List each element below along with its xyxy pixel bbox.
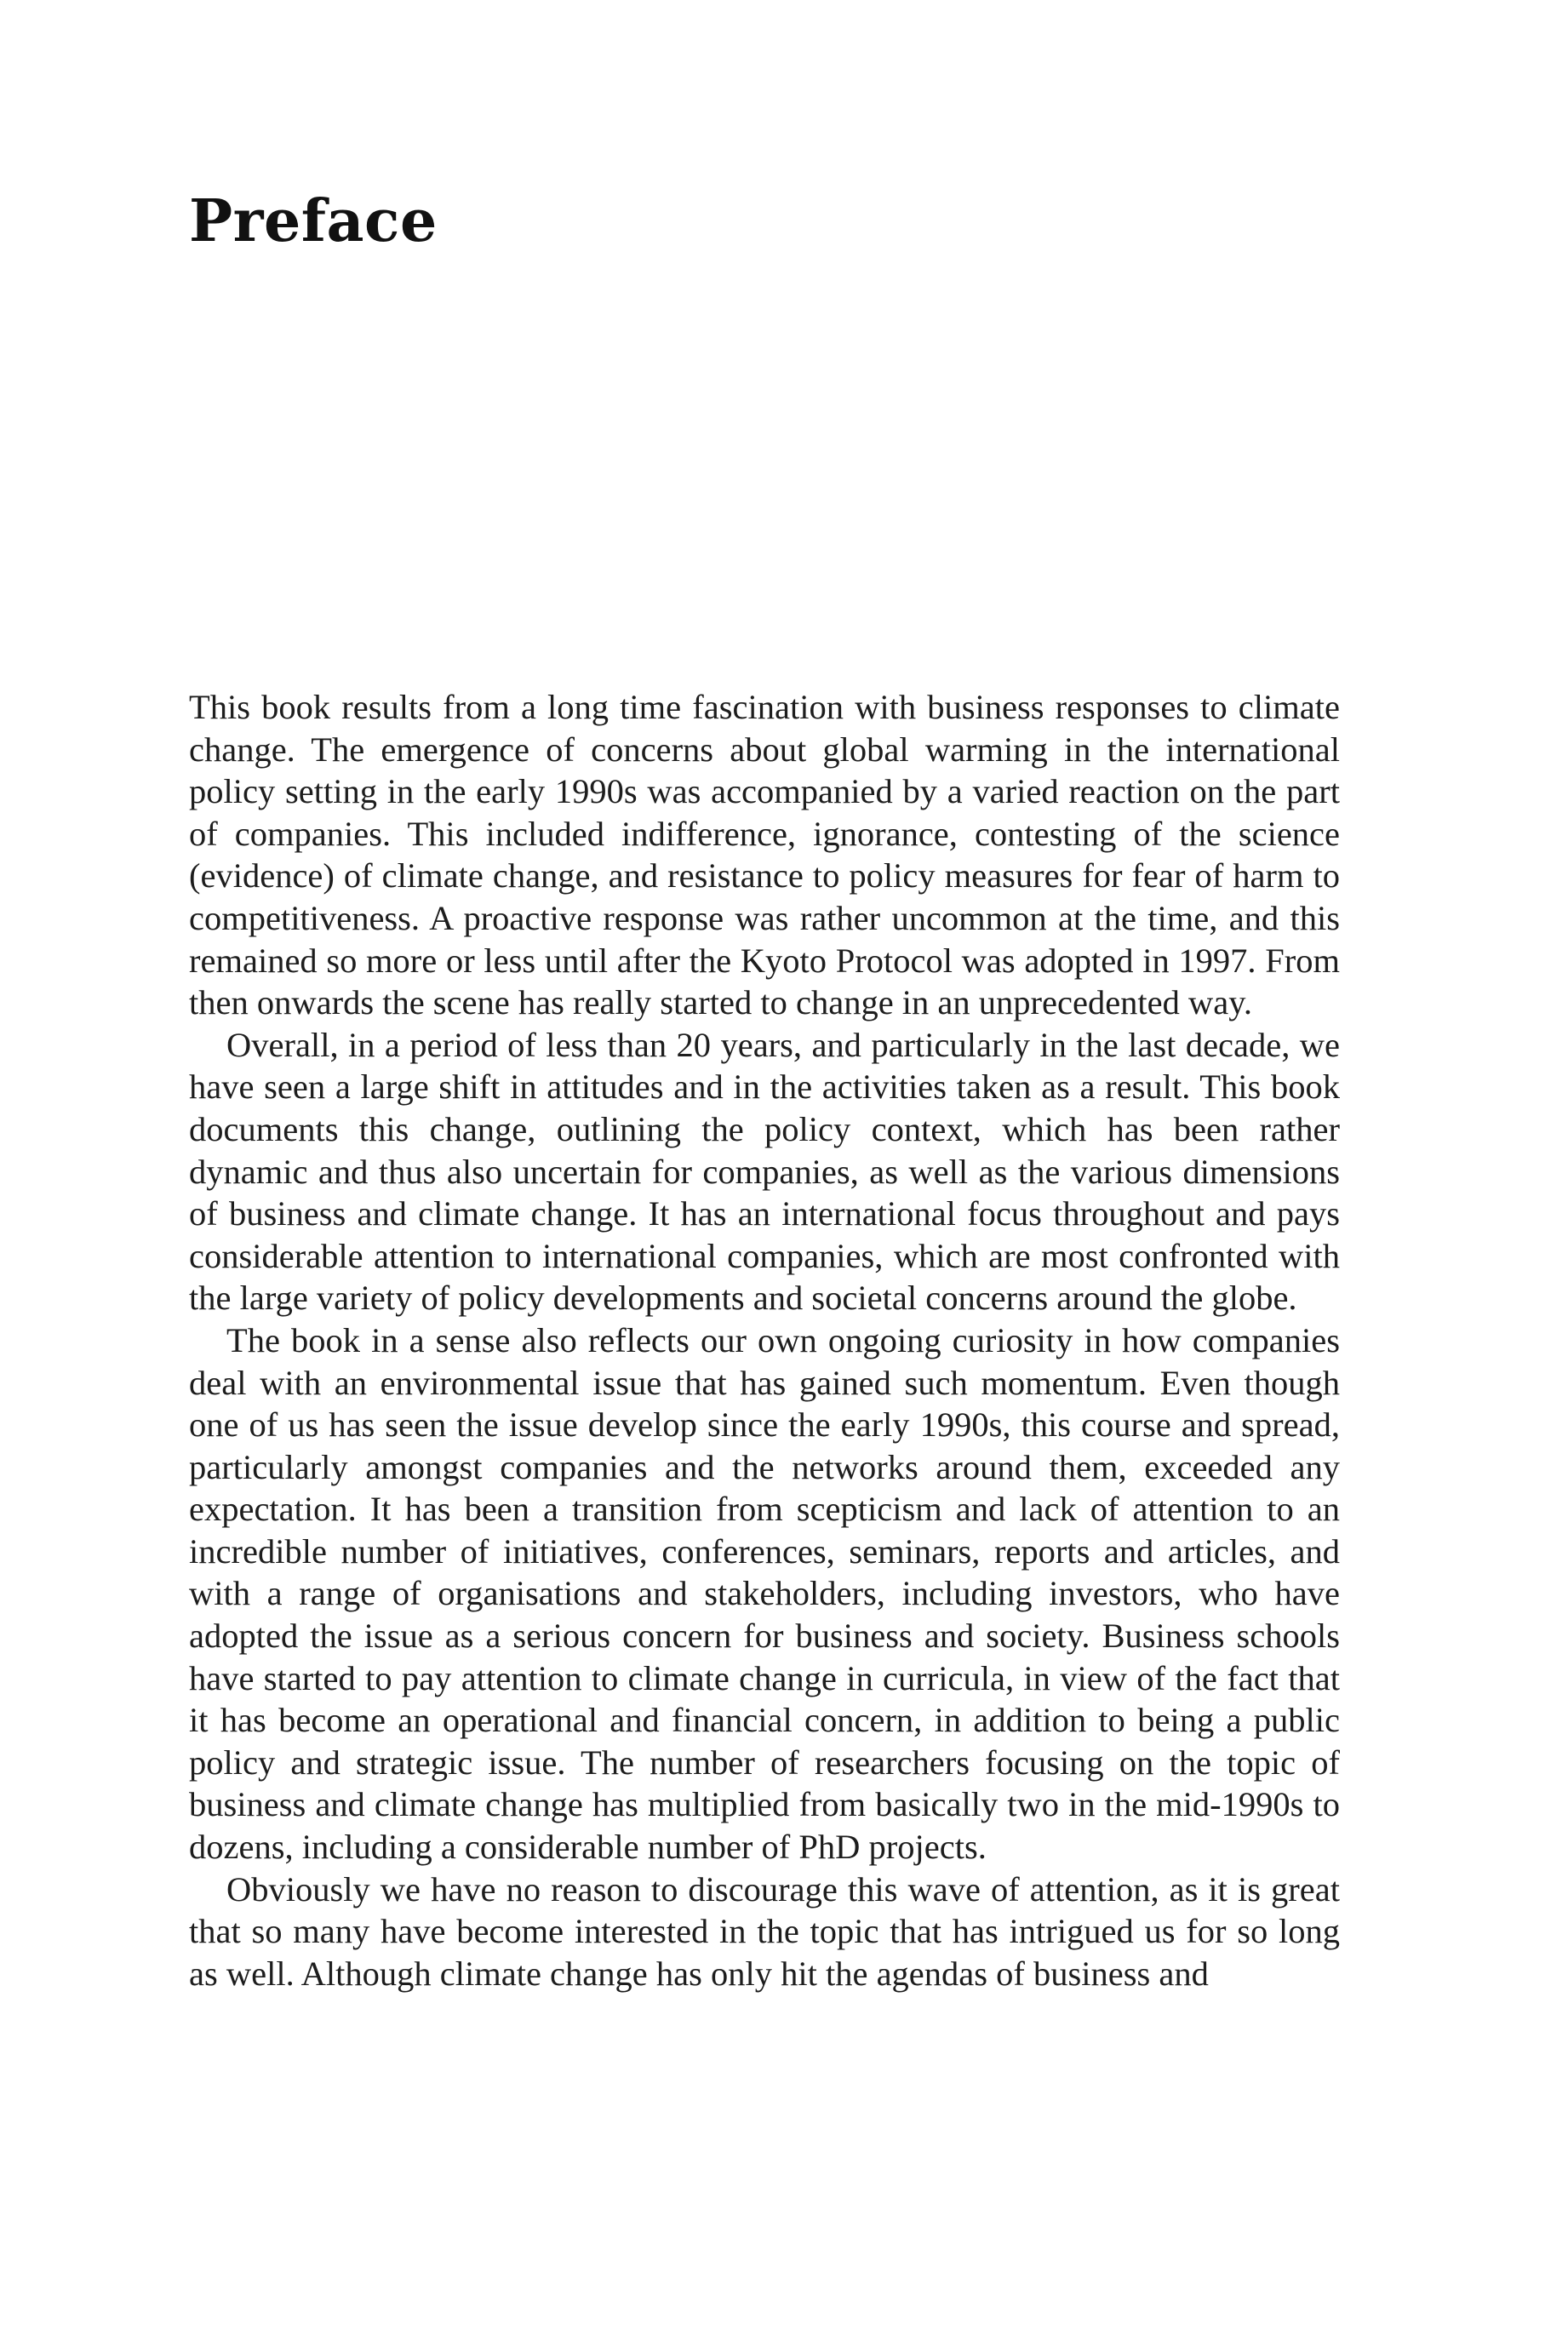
page-title: Preface — [189, 187, 438, 255]
paragraph-2: Overall, in a period of less than 20 years, and particularly in the last decade, we have seen a large shift in attitudes and in the activities taken as a result. This book documents this change, outlining the policy context, which has been rather dynamic and thus also uncertain for companies, as well as the various dimensions of business and climate change. It has an international focus throughout and pays considerable attention to international companies, which are most confronted with the large variety of policy developments and societal concerns around the globe. — [189, 1025, 1340, 1318]
paragraph-1: This book results from a long time fascination with business responses to climate change. The emergence of concerns about global warming in the international policy setting in the early 1990s was accompanied by a varied reaction on the part of companies. This included indifference, ignorance, contesting of the science (evidence) of climate change, and resistance to policy measures for fear of harm to competitiveness. A proactive response was rather uncommon at the time, and this remained so more or less until after the Kyoto Protocol was adopted in 1997. From then onwards the scene has really started to change in an unprecedented way. — [189, 688, 1340, 1022]
paragraph-3: The book in a sense also reflects our own ongoing curiosity in how companies deal with an environmental issue that has gained such momentum. Even though one of us has seen the issue develop since the early 1990s, this course and spread, particularly amongst companies and the networks around them, exceeded any expectation. It has been a transition from scepticism and lack of attention to an incredible number of initiatives, conferences, seminars, reports and articles, and with a range of organisations and stakeholders, including investors, who have adopted the issue as a serious concern for business and society. Business schools have started to pay attention to climate change in curricula, in view of the fact that it has become an operational and financial concern, in addition to being a public policy and strategic issue. The number of researchers focusing on the topic of business and climate change has multiplied from basically two in the mid-1990s to dozens, including a considerable number of PhD projects. — [189, 1320, 1340, 1867]
paragraph-4: Obviously we have no reason to discourage this wave of attention, as it is great that so many have become interested in the topic that has intrigued us for so long as well. Although climate change has only hit the agendas of business and — [189, 1869, 1340, 1993]
preface-body — [189, 686, 1340, 1994]
